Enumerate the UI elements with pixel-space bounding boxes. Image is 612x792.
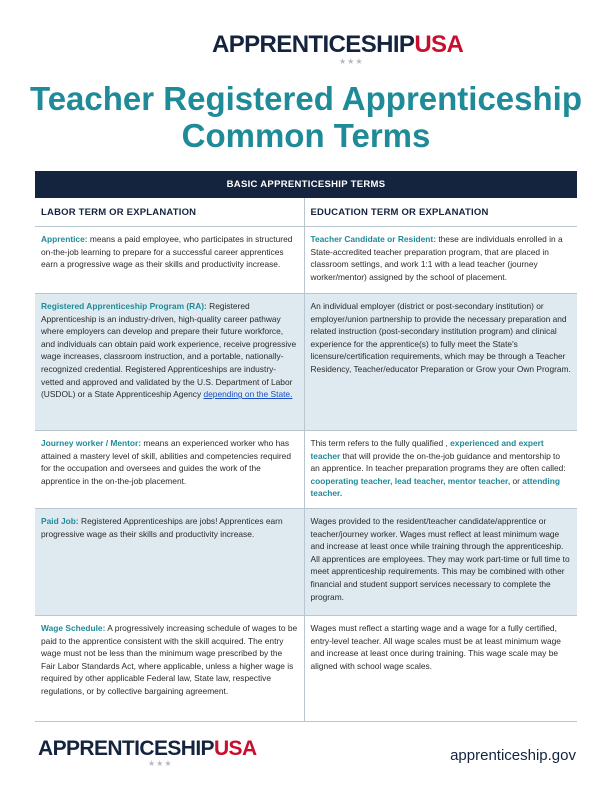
- term-label: Apprentice:: [41, 234, 88, 244]
- logo-text-apprenticeship: APPRENTICESHIP: [212, 31, 415, 58]
- education-cell: [304, 616, 577, 722]
- term-definition: means an experienced worker who has attained a mastery level of skill, abilities and competencies required for the occupation and oversees and guides the work of the apprentice in the on-the-job placement.: [41, 438, 291, 486]
- table-row: [35, 431, 577, 509]
- labor-cell: [35, 294, 304, 431]
- labor-cell: [35, 227, 304, 294]
- education-cell: [304, 227, 577, 294]
- term-label: Wage Schedule:: [41, 623, 106, 633]
- table-row: [35, 227, 577, 294]
- term-label: Teacher Candidate or Resident:: [310, 234, 436, 244]
- term-definition: Wages must reflect a starting wage and a wage for a fully certified, entry-level teacher. All wage scales must be at least minimum wage and increase at least once during training. This wage scale may be aligned with school wage scales.: [310, 623, 561, 671]
- table-banner: BASIC APPRENTICESHIP TERMS: [35, 171, 577, 198]
- term-definition: Registered Apprenticeships are jobs! Apprentices earn progressive wage as their skills and productivity increase.: [41, 516, 283, 539]
- education-cell: [304, 509, 577, 616]
- labor-cell: [35, 431, 304, 509]
- logo-text-apprenticeship: APPRENTICESHIP: [38, 737, 214, 760]
- highlight-attending-teacher: attending teacher.: [310, 475, 560, 499]
- column-header-labor: LABOR TERM OR EXPLANATION: [35, 198, 304, 227]
- table-header-row: [35, 198, 577, 227]
- column-header-education: EDUCATION TERM OR EXPLANATION: [304, 198, 577, 227]
- logo-stars-icon: ★★★: [339, 57, 364, 66]
- term-definition-or: or: [510, 475, 523, 486]
- logo-text-usa: USA: [213, 737, 257, 760]
- terms-table: [35, 171, 577, 722]
- term-definition: these are individuals enrolled in a State-accredited teacher preparation program, that are placed in classroom settings, and work 1:1 with a lead teacher (journey worker/mentor) assigned by the school of placement.: [310, 234, 563, 282]
- labor-cell: [35, 509, 304, 616]
- term-definition: A progressively increasing schedule of wages to be paid to the apprentice consistent with the skill acquired. The entry wage must not be less than the minimum wage prescribed by the Fair Labor Standards Act, where applicable, unless a higher wage is required by other applicable Federal law, State law, respective regulations, or by collective bargaining agreement.: [41, 623, 298, 696]
- term-definition: Registered Apprenticeship is an industry-driven, high-quality career pathway where employers can develop and prepare their future workforce, and individuals can obtain paid work experience, receive progressive wage increases, classroom instruction, and a portable, nationally-recognized credential. Registered Apprenticeships are industry-vetted and approved and validated by the U.S. Department of Labor (USDOL) or a State Apprenticeship Agency: [41, 301, 297, 400]
- depending-on-state-link[interactable]: depending on the State.: [203, 389, 293, 400]
- education-cell: [304, 431, 577, 509]
- term-label: Paid Job:: [41, 516, 79, 526]
- highlight-teacher-titles: cooperating teacher, lead teacher, mentor teacher,: [310, 475, 511, 486]
- title-line-2: Common Terms: [181, 117, 431, 154]
- term-label: Journey worker / Mentor:: [41, 438, 142, 448]
- footer-logo: [38, 738, 257, 768]
- term-definition: An individual employer (district or post-secondary institution) or employer/union partnership to provide the necessary preparation and related instruction (post-secondary institution program) and clinical experience for the apprentice(s) to fully meet the State's licensure/certification requirements, which may be through a Teacher Residency, Teacher/educator Preparation or Grow your Own Program.: [310, 301, 571, 374]
- education-cell: [304, 294, 577, 431]
- table-banner-row: [35, 171, 577, 198]
- website-link[interactable]: apprenticeship.gov: [450, 747, 576, 764]
- labor-cell: [35, 616, 304, 722]
- page-title: [0, 80, 612, 154]
- title-line-1: Teacher Registered Apprenticeship: [30, 80, 582, 117]
- logo-text-usa: USA: [414, 31, 464, 58]
- term-definition: Wages provided to the resident/teacher candidate/apprentice or teacher/journey worker. Wages must reflect at least minimum wage and increase at least once while training through the apprenticeship. All apprentices are employees. They may work part-time or full time to meet apprenticeship requirements. This may be combined with other financial and student support services necessary to complete the program.: [310, 516, 570, 602]
- term-definition: means a paid employee, who participates in structured on-the-job learning to prepare for a successful career apprentices earn a progressive wage as their skills and productivity increase.: [41, 234, 293, 270]
- table-row: [35, 294, 577, 431]
- term-definition-middle: that will provide the on-the-job guidance and mentorship to an apprentice. In teacher preparation programs they are often called:: [310, 450, 566, 474]
- apprenticeship-usa-logo: [212, 33, 463, 66]
- table-row: [35, 509, 577, 616]
- term-definition-intro: This term refers to the fully qualified ,: [310, 438, 451, 448]
- term-label: Registered Apprenticeship Program (RA):: [41, 301, 207, 311]
- table-row: [35, 616, 577, 722]
- logo-stars-icon: ★★★: [148, 759, 173, 768]
- highlight-expert-teacher: experienced and expert teacher: [310, 438, 544, 461]
